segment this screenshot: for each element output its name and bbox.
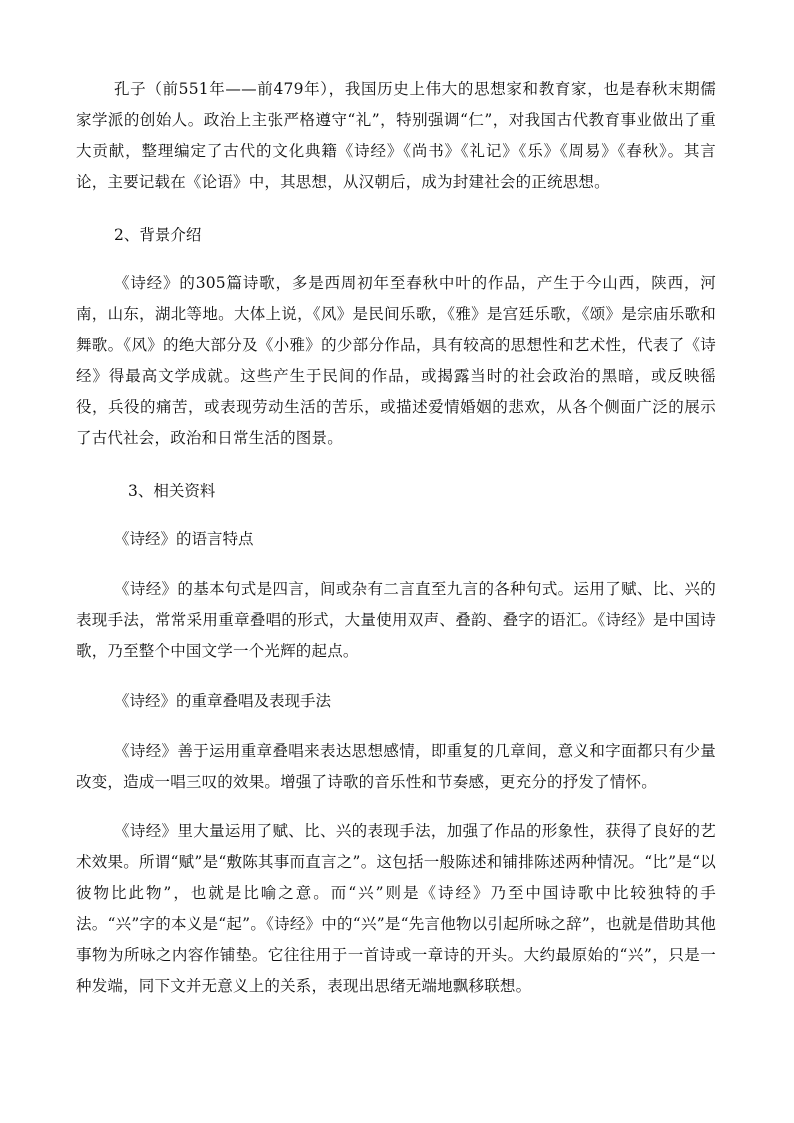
paragraph-repetition: 《诗经》善于运用重章叠唱来表达思想感情，即重复的几章间，意义和字面都只有少量改变，造成一唱三叹的效果。增强了诗歌的音乐性和节奏感，更充分的抒发了情怀。 bbox=[76, 742, 716, 791]
heading-related-materials: 3、相关资料 bbox=[128, 482, 216, 500]
subheading-language-features: 《诗经》的语言特点 bbox=[114, 530, 254, 548]
heading-background: 2、背景介绍 bbox=[114, 226, 202, 244]
paragraph-fu-bi-xing: 《诗经》里大量运用了赋、比、兴的表现手法，加强了作品的形象性，获得了良好的艺术效果。所谓“赋”是“敷陈其事而直言之”。这包括一般陈述和铺排陈述两种情况。“比”是“以彼物比此物”，也就是比喻之意。而“兴”则是《诗经》乃至中国诗歌中比较独特的手法。“兴”字的本义是“起”。《诗经》中的“兴”是“先言他物以引起所咏之辞”，也就是借助其他事物为所咏之内容作铺垫。它往往用于一首诗或一章诗的开头。大约最原始的“兴”，只是一种发端，同下文并无意义上的关系，表现出思绪无端地飘移联想。 bbox=[76, 822, 716, 995]
subheading-repetition: 《诗经》的重章叠唱及表现手法 bbox=[114, 692, 332, 710]
paragraph-language-features: 《诗经》的基本句式是四言，间或杂有二言直至九言的各种句式。运用了赋、比、兴的表现手法，常常采用重章叠唱的形式，大量使用双声、叠韵、叠字的语汇。《诗经》是中国诗歌，乃至整个中国文学一个光辉的起点。 bbox=[76, 580, 716, 660]
paragraph-background: 《诗经》的305篇诗歌，多是西周初年至春秋中叶的作品，产生于今山西，陕西，河南，山东，湖北等地。大体上说，《风》是民间乐歌，《雅》是宫廷乐歌，《颂》是宗庙乐歌和舞歌。《风》的绝大部分及《小雅》的少部分作品，具有较高的思想性和艺术性，代表了《诗经》得最高文学成就。这些产生于民间的作品，或揭露当时的社会政治的黑暗，或反映徭役，兵役的痛苦，或表现劳动生活的苦乐，或描述爱情婚姻的悲欢，从各个侧面广泛的展示了古代社会，政治和日常生活的图景。 bbox=[76, 274, 716, 447]
paragraph-confucius: 孔子（前551年——前479年），我国历史上伟大的思想家和教育家，也是春秋末期儒家学派的创始人。政治上主张严格遵守“礼”，特别强调“仁”，对我国古代教育事业做出了重大贡献，整理编定了古代的文化典籍《诗经》《尚书》《礼记》《乐》《周易》《春秋》。其言论，主要记载在《论语》中，其思想，从汉朝后，成为封建社会的正统思想。 bbox=[76, 80, 716, 191]
